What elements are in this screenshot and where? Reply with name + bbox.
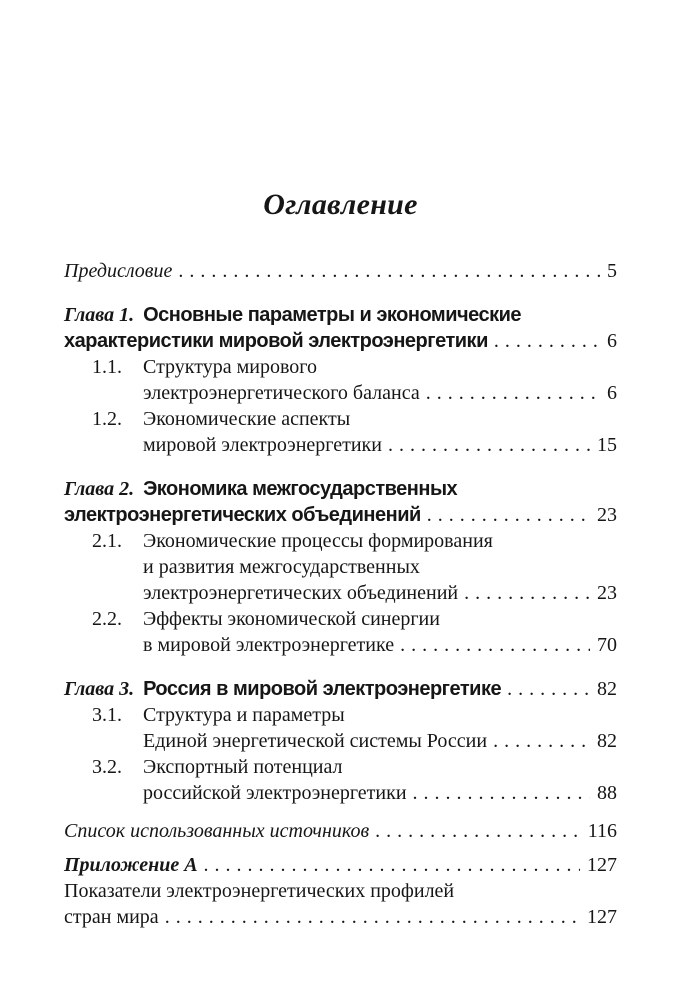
subitem-text: Структура и параметры <box>143 704 345 726</box>
subitem-text: Экономические процессы формирования <box>143 530 493 552</box>
page-number: 70 <box>597 634 617 656</box>
subitem-line <box>64 528 617 554</box>
subitem-number: 1.1. <box>92 356 122 378</box>
page-number: 6 <box>607 330 617 352</box>
chapter-heading-line <box>64 676 617 702</box>
toc-list <box>64 258 617 930</box>
dot-leader <box>493 728 590 754</box>
dot-leader <box>413 780 590 806</box>
page-number: 23 <box>597 582 617 604</box>
chapter-title-text: характеристики мировой электроэнергетики <box>64 330 488 352</box>
subitem-text: Структура мирового <box>143 356 317 378</box>
page-number: 6 <box>607 382 617 404</box>
subitem-number: 2.1. <box>92 530 122 552</box>
toc-line <box>64 818 617 844</box>
toc-entry-chapter-2 <box>64 476 617 658</box>
chapter-label: Глава 3. <box>64 678 135 700</box>
toc-entry-chapter-3 <box>64 676 617 806</box>
page-number: 127 <box>587 854 617 876</box>
toc-entry-appendix-a <box>64 852 617 930</box>
subitem-line <box>64 702 617 728</box>
subitem-text: российской электроэнергетики <box>143 782 407 804</box>
subitem-text: Экспортный потенциал <box>143 756 343 778</box>
page-number: 15 <box>597 434 617 456</box>
subitem-line <box>64 606 617 632</box>
subitem-text: в мировой электроэнергетике <box>143 634 395 656</box>
page-number: 82 <box>597 730 617 752</box>
subitem-text: и развития межгосударственных <box>143 556 420 578</box>
subitem-text: мировой электроэнергетики <box>143 434 382 456</box>
dot-leader <box>427 502 590 528</box>
subitem-line <box>64 432 617 458</box>
appendix-description-line <box>64 904 617 930</box>
appendix-description-text: Показатели электроэнергетических профилей <box>64 880 455 902</box>
page-number: 116 <box>587 820 617 842</box>
chapter-heading-line <box>64 476 617 502</box>
subitem-text: Экономические аспекты <box>143 408 351 430</box>
subitem-number: 1.2. <box>92 408 122 430</box>
chapter-heading-line <box>64 302 617 328</box>
dot-leader <box>178 258 600 284</box>
subitem-number: 3.1. <box>92 704 122 726</box>
subitem-text: Единой энергетической системы России <box>143 730 488 752</box>
dot-leader <box>464 580 590 606</box>
dot-leader <box>426 380 600 406</box>
toc-entry-preface <box>64 258 617 284</box>
toc-entry-chapter-1 <box>64 302 617 458</box>
dot-leader <box>507 676 590 702</box>
appendix-description-text: стран мира <box>64 906 159 928</box>
entry-title-text: Список использованных источников <box>64 820 370 842</box>
chapter-title-text: Россия в мировой электроэнергетике <box>143 678 502 700</box>
appendix-heading-line <box>64 852 617 878</box>
subitem-line <box>64 354 617 380</box>
chapter-heading-line <box>64 328 617 354</box>
chapter-heading-line <box>64 502 617 528</box>
chapter-label: Глава 1. <box>64 304 135 326</box>
page-number: 5 <box>607 260 617 282</box>
subitem-line <box>64 632 617 658</box>
toc-line <box>64 258 617 284</box>
dot-leader <box>375 818 581 844</box>
page-number: 127 <box>587 906 617 928</box>
dot-leader <box>400 632 590 658</box>
subitem-text: Эффекты экономической синергии <box>143 608 440 630</box>
subitem-line <box>64 728 617 754</box>
subitem-number: 3.2. <box>92 756 122 778</box>
page-title: Оглавление <box>263 188 418 221</box>
dot-leader <box>388 432 590 458</box>
page-number: 23 <box>597 504 617 526</box>
subitem-text: электроэнергетического баланса <box>143 382 420 404</box>
subitem-line <box>64 780 617 806</box>
dot-leader <box>204 852 580 878</box>
toc-entry-references <box>64 818 617 844</box>
subitem-line <box>64 406 617 432</box>
subitem-text: электроэнергетических объединений <box>143 582 459 604</box>
subitem-line <box>64 380 617 406</box>
appendix-description-line <box>64 878 617 904</box>
chapter-title-text: Экономика межгосударственных <box>143 478 458 500</box>
page-number: 88 <box>597 782 617 804</box>
appendix-label: Приложение А <box>64 854 198 876</box>
page-number: 82 <box>597 678 617 700</box>
entry-title-text: Предисловие <box>64 260 173 282</box>
dot-leader <box>494 328 600 354</box>
chapter-title-text: электроэнергетических объединений <box>64 504 421 526</box>
subitem-number: 2.2. <box>92 608 122 630</box>
subitem-line <box>64 754 617 780</box>
subitem-line <box>64 554 617 580</box>
subitem-line <box>64 580 617 606</box>
dot-leader <box>165 904 580 930</box>
chapter-title-text: Основные параметры и экономические <box>143 304 522 326</box>
chapter-label: Глава 2. <box>64 478 135 500</box>
